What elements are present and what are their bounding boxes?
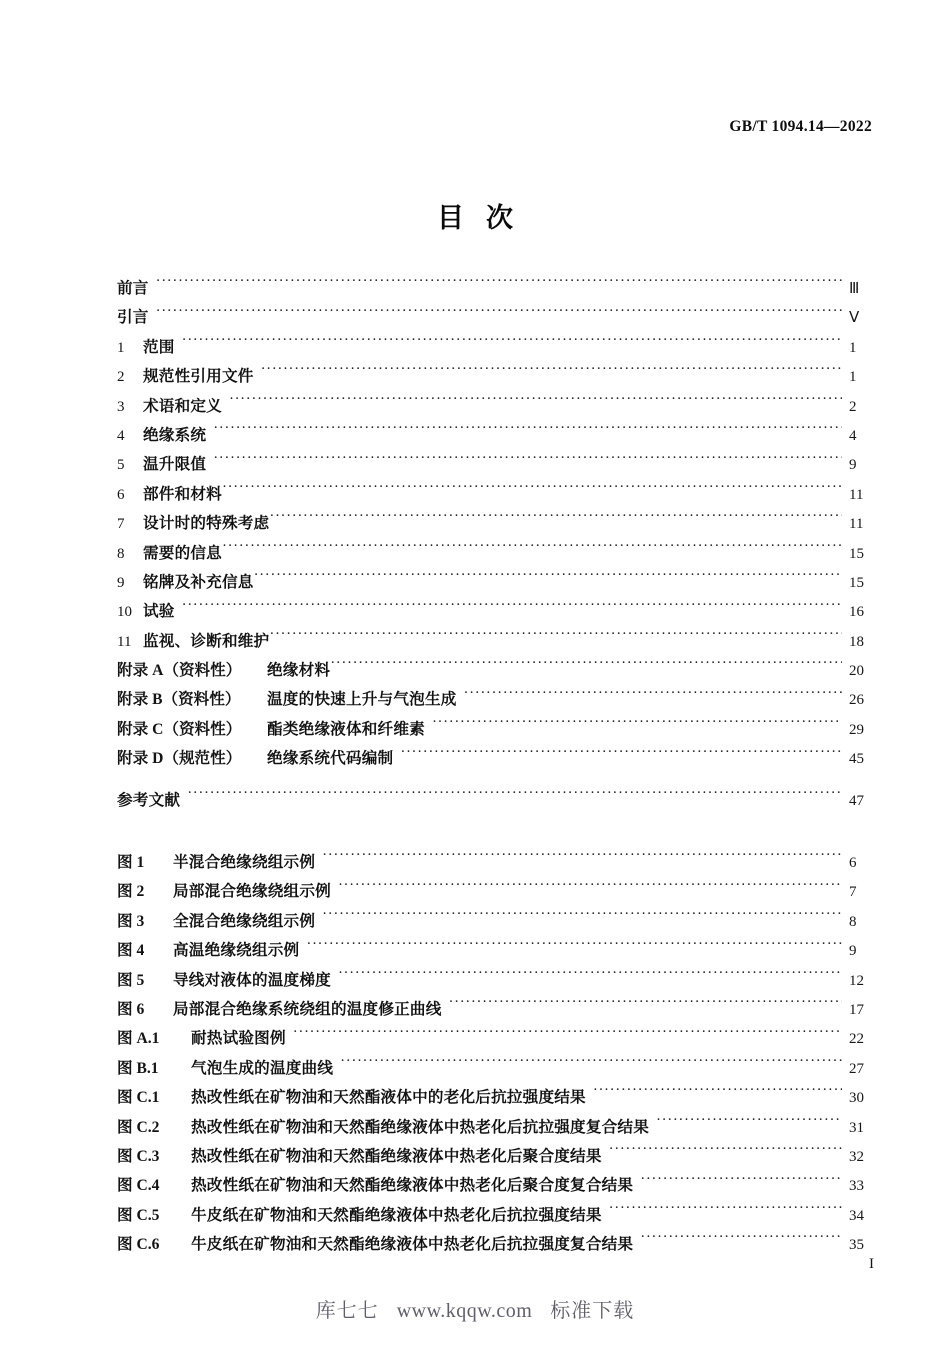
toc-entry-number: 4 [117, 427, 125, 444]
toc-entry-page: Ⅴ [849, 310, 860, 327]
leader-dots [156, 278, 842, 293]
toc-entry-label: 术语和定义 [143, 397, 222, 415]
toc-entry-figure-1[interactable] [117, 850, 873, 879]
toc-entry-number: 10 [117, 604, 132, 621]
toc-entry-prefix: 图 C.4 [117, 1177, 160, 1195]
leader-dots [322, 910, 842, 925]
toc-entry-annex-c[interactable] [117, 717, 873, 746]
toc-entry-label: 规范性引用文件 [143, 368, 254, 386]
page-title: 目次 [437, 203, 535, 233]
toc-entry-page: 17 [849, 1001, 864, 1018]
toc-entry-label: 热改性纸在矿物油和天然酯绝缘液体中热老化后抗拉强度复合结果 [191, 1118, 650, 1136]
toc-entry-figure-c5[interactable] [117, 1203, 873, 1232]
toc-entry-page: 33 [849, 1178, 864, 1195]
toc-entry-label: 参考文献 [117, 791, 181, 809]
toc-entry-label: 温度的快速上升与气泡生成 [267, 691, 457, 709]
toc-entry-page: 16 [849, 604, 864, 621]
toc-entry-page: 27 [849, 1060, 864, 1077]
leader-dots [213, 454, 842, 469]
toc-entry-clause-11[interactable] [117, 629, 873, 658]
toc-entry-number: 8 [117, 545, 125, 562]
toc-entry-clause-10[interactable] [117, 599, 873, 628]
toc-entry-clause-7[interactable] [117, 511, 873, 540]
toc-entry-figure-c2[interactable] [117, 1115, 873, 1144]
toc-entry-prefix: 附录 B（资料性） [117, 691, 241, 709]
watermark-tagline: 标准下载 [550, 1300, 635, 1322]
toc-entry-page: 8 [849, 913, 857, 930]
toc-entry-page: 45 [849, 751, 864, 768]
toc-entry-label: 设计时的特殊考虑 [143, 515, 270, 533]
toc-entry-page: 2 [849, 398, 857, 415]
table-of-contents [117, 276, 873, 1262]
leader-dots [222, 542, 842, 557]
leader-dots [464, 689, 842, 704]
toc-entry-page: 1 [849, 369, 857, 386]
toc-entry-number: 11 [117, 633, 132, 650]
toc-entry-prefix: 图 C.3 [117, 1147, 160, 1165]
toc-entry-label: 部件和材料 [143, 485, 222, 503]
leader-dots [187, 789, 842, 804]
leader-dots [340, 1057, 842, 1072]
toc-entry-page: 6 [849, 855, 857, 872]
toc-entry-prefix: 图 3 [117, 912, 145, 930]
toc-entry-clause-2[interactable] [117, 364, 873, 393]
toc-entry-page: 15 [849, 574, 864, 591]
leader-dots [400, 748, 842, 763]
toc-entry-prefix: 图 2 [117, 883, 145, 901]
toc-entry-annex-a[interactable] [117, 658, 873, 687]
toc-entry-clause-9[interactable] [117, 570, 873, 599]
toc-entry-figure-a1[interactable] [117, 1026, 873, 1055]
leader-dots [222, 483, 842, 498]
toc-entry-page: 4 [849, 427, 857, 444]
toc-entry-page: Ⅲ [849, 281, 860, 297]
toc-entry-figure-c4[interactable] [117, 1173, 873, 1202]
toc-entry-figure-6[interactable] [117, 997, 873, 1026]
toc-entry-label: 前言 [117, 280, 149, 297]
toc-entry-page: 18 [849, 633, 864, 650]
toc-entry-page: 32 [849, 1148, 864, 1165]
footer-watermark [0, 1294, 950, 1323]
toc-entry-label: 引言 [117, 309, 149, 327]
toc-entry-page: 29 [849, 721, 864, 738]
leader-dots [449, 999, 843, 1014]
toc-entry-figure-4[interactable] [117, 938, 873, 967]
leader-dots [269, 630, 842, 645]
watermark-url: www.kqqw.com [396, 1300, 533, 1322]
toc-entry-number: 1 [117, 339, 125, 356]
toc-entry-label: 热改性纸在矿物油和天然酯绝缘液体中热老化后聚合度复合结果 [191, 1177, 634, 1195]
leader-dots [338, 881, 842, 896]
toc-entry-label: 导线对液体的温度梯度 [173, 971, 331, 989]
leader-dots [182, 601, 842, 616]
leader-dots [229, 395, 842, 410]
toc-entry-number: 9 [117, 574, 125, 591]
toc-entry-figure-2[interactable] [117, 879, 873, 908]
toc-entry-label: 耐热试验图例 [191, 1030, 286, 1048]
leader-dots [609, 1146, 842, 1161]
toc-entry-annex-d[interactable] [117, 746, 873, 775]
toc-entry-label: 温升限值 [143, 456, 207, 474]
leader-dots [156, 307, 842, 322]
toc-entry-page: 11 [849, 486, 864, 503]
toc-entry-page: 9 [849, 457, 857, 474]
leader-dots [306, 940, 842, 955]
toc-entry-label: 绝缘系统代码编制 [267, 750, 394, 768]
toc-entry-label: 半混合绝缘绕组示例 [173, 854, 316, 872]
leader-dots [432, 718, 842, 733]
toc-entry-prefix: 图 B.1 [117, 1059, 159, 1077]
toc-entry-figure-3[interactable] [117, 909, 873, 938]
toc-entry-label: 全混合绝缘绕组示例 [173, 912, 316, 930]
leader-dots [330, 660, 842, 675]
toc-entry-label: 牛皮纸在矿物油和天然酯绝缘液体中热老化后抗拉强度结果 [191, 1206, 602, 1224]
toc-entry-prefix: 图 C.1 [117, 1089, 160, 1107]
toc-entry-number: 5 [117, 457, 125, 474]
toc-entry-clause-5[interactable] [117, 452, 873, 481]
leader-dots [293, 1028, 842, 1043]
toc-entry-label: 绝缘系统 [143, 426, 207, 444]
toc-entry-label: 需要的信息 [143, 544, 222, 562]
toc-entry-page: 31 [849, 1119, 864, 1136]
toc-entry-figure-c6[interactable] [117, 1232, 873, 1261]
toc-entry-prefix: 图 1 [117, 854, 145, 872]
toc-entry-number: 7 [117, 516, 125, 533]
toc-entry-number: 6 [117, 486, 125, 503]
toc-entry-figure-c3[interactable] [117, 1144, 873, 1173]
toc-entry-label: 局部混合绝缘系统绕组的温度修正曲线 [173, 1000, 442, 1018]
toc-entry-prefix: 图 C.5 [117, 1206, 160, 1224]
toc-entry-page: 9 [849, 943, 857, 960]
toc-entry-label: 试验 [143, 603, 175, 621]
toc-entry-figure-b1[interactable] [117, 1056, 873, 1085]
toc-entry-clause-6[interactable] [117, 482, 873, 511]
toc-entry-prefix: 图 5 [117, 971, 145, 989]
toc-entry-label: 局部混合绝缘绕组示例 [173, 883, 331, 901]
leader-dots [593, 1087, 842, 1102]
toc-entry-page: 47 [849, 792, 864, 809]
toc-entry-page: 7 [849, 884, 857, 901]
toc-entry-label: 热改性纸在矿物油和天然酯液体中的老化后抗拉强度结果 [191, 1089, 586, 1107]
leader-dots [182, 336, 842, 351]
toc-entry-number: 3 [117, 398, 125, 415]
toc-entry-clause-8[interactable] [117, 541, 873, 570]
leader-dots [322, 852, 842, 867]
toc-entry-clause-4[interactable] [117, 423, 873, 452]
toc-entry-page: 15 [849, 545, 864, 562]
toc-entry-figure-5[interactable] [117, 968, 873, 997]
toc-entry-label: 酯类绝缘液体和纤维素 [267, 720, 425, 738]
toc-entry-annex-b[interactable] [117, 687, 873, 716]
toc-entry-figure-c1[interactable] [117, 1085, 873, 1114]
toc-entry-clause-1[interactable] [117, 335, 873, 364]
toc-entry-prefix: 附录 A（资料性） [117, 662, 242, 680]
toc-entry-page: 26 [849, 692, 864, 709]
toc-entry-prefix: 附录 D（规范性） [117, 750, 242, 768]
leader-dots [338, 969, 842, 984]
toc-entry-label: 监视、诊断和维护 [143, 632, 270, 650]
watermark-site-name: 库七七 [315, 1300, 379, 1322]
leader-dots [609, 1204, 842, 1219]
toc-entry-page: 11 [849, 516, 864, 533]
toc-entry-bibliography[interactable] [117, 788, 873, 817]
toc-entry-label: 牛皮纸在矿物油和天然酯绝缘液体中热老化后抗拉强度复合结果 [191, 1236, 634, 1254]
toc-entry-page: 20 [849, 663, 864, 680]
leader-dots [254, 572, 842, 587]
toc-entry-prefix: 图 6 [117, 1000, 145, 1018]
toc-entry-label: 绝缘材料 [267, 662, 331, 680]
leader-dots [269, 513, 842, 528]
toc-entry-label: 铭牌及补充信息 [143, 573, 254, 591]
folio-page-number: I [869, 1256, 874, 1272]
leader-dots [640, 1175, 842, 1190]
toc-entry-page: 30 [849, 1090, 864, 1107]
toc-entry-clause-3[interactable] [117, 394, 873, 423]
standard-number-header: GB/T 1094.14—2022 [729, 118, 872, 135]
toc-entry-page: 34 [849, 1207, 864, 1224]
toc-entry-label: 范围 [143, 338, 175, 356]
leader-dots [640, 1234, 842, 1249]
toc-entry-prefix: 附录 C（资料性） [117, 720, 242, 738]
leader-dots [261, 366, 842, 381]
toc-entry-label: 气泡生成的温度曲线 [191, 1059, 334, 1077]
leader-dots [213, 425, 842, 440]
toc-entry-prefix: 图 C.2 [117, 1118, 160, 1136]
toc-entry-introduction[interactable] [117, 305, 873, 334]
toc-entry-prefix: 图 A.1 [117, 1030, 160, 1048]
toc-entry-prefix: 图 4 [117, 942, 145, 960]
toc-entry-label: 热改性纸在矿物油和天然酯绝缘液体中热老化后聚合度结果 [191, 1147, 602, 1165]
toc-entry-foreword[interactable] [117, 276, 873, 305]
leader-dots [656, 1116, 842, 1131]
toc-entry-label: 高温绝缘绕组示例 [173, 942, 300, 960]
toc-entry-page: 12 [849, 972, 864, 989]
toc-entry-page: 1 [849, 339, 857, 356]
toc-entry-number: 2 [117, 369, 125, 386]
toc-entry-prefix: 图 C.6 [117, 1236, 160, 1254]
toc-entry-page: 22 [849, 1031, 864, 1048]
toc-entry-page: 35 [849, 1237, 864, 1254]
